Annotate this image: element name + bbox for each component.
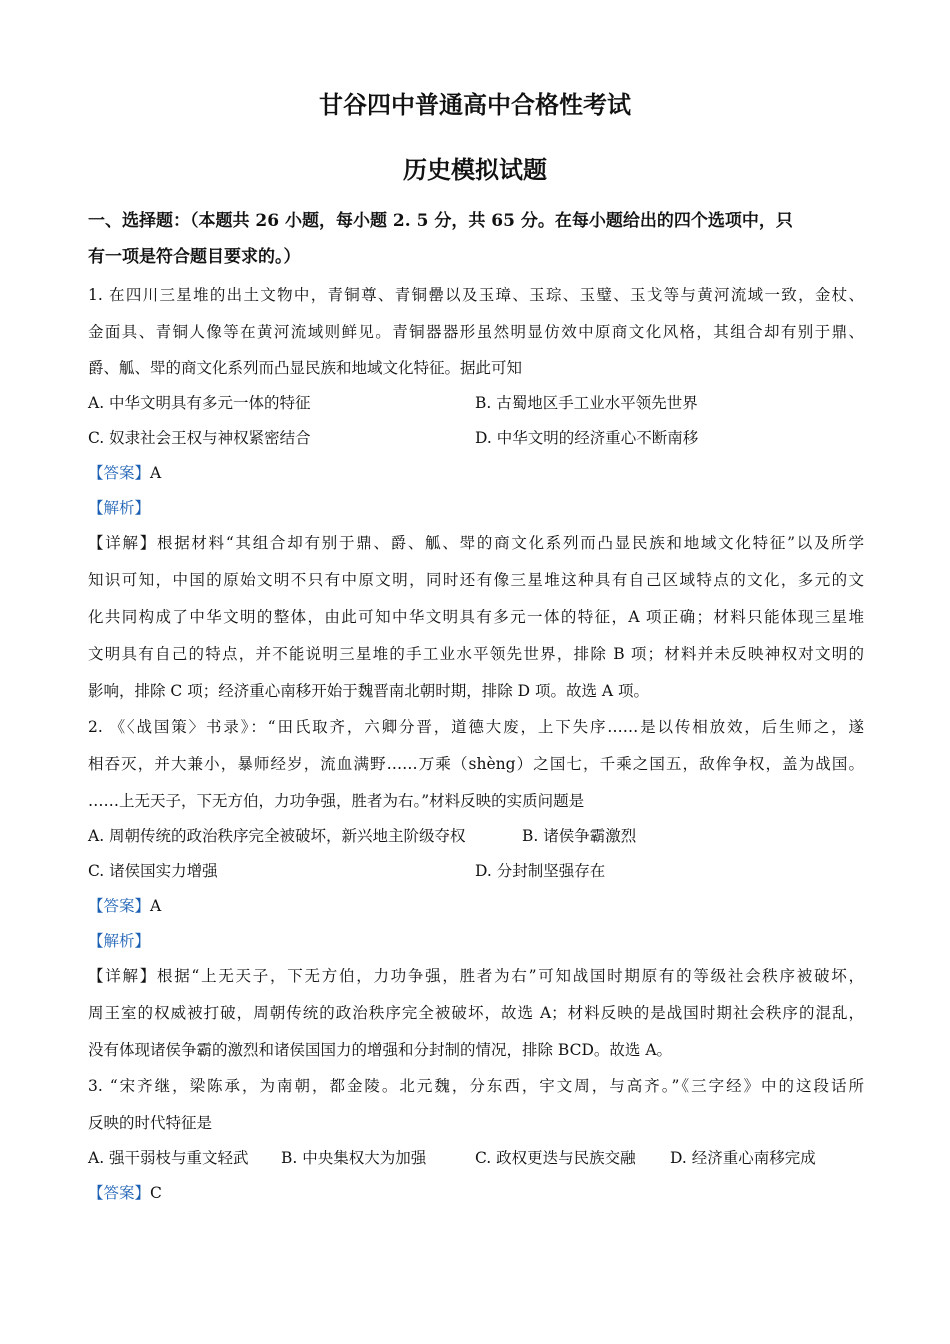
q2-option-d: D. 分封制坚强存在: [475, 862, 606, 880]
q2-analysis: [88, 930, 150, 952]
q2-detail-line-3: 没有体现诸侯争霸的激烈和诸侯国国力的增强和分封制的情况，排除 BCD。故选 A。: [88, 1041, 673, 1059]
q2-detail-line-2: 周王室的权威被打破，周朝传统的政治秩序完全被破坏，故选 A；材料反映的是战国时期社会秩序的混乱，: [88, 1004, 864, 1022]
exam-title: 甘谷四中普通高中合格性考试: [319, 90, 631, 119]
exam-subtitle: 历史模拟试题: [403, 155, 547, 184]
q2-option-a: A. 周朝传统的政治秩序完全被破坏，新兴地主阶级夺权: [88, 827, 466, 845]
q1-detail-line-5: 影响，排除 C 项；经济重心南移开始于魏晋南北朝时期，排除 D 项。故选 A 项。: [88, 682, 650, 700]
q1-answer-value: A: [150, 464, 162, 482]
q3-option-a: A. 强干弱枝与重文轻武: [88, 1149, 249, 1167]
section-header-line-2: 有一项是符合题目要求的。）: [88, 247, 301, 267]
q2-detail-first: 根据“上无天子，下无方伯，力功争强，胜者为右”可知战国时期原有的等级社会秩序被破坏，: [156, 967, 864, 985]
q1-stem-line-2: 金面具、青铜人像等在黄河流域则鲜见。青铜器器形虽然明显仿效中原商文化风格，其组合却有别于鼎、: [88, 323, 864, 341]
q1-option-a: A. 中华文明具有多元一体的特征: [88, 394, 311, 412]
section-header-line-1: 一、选择题：（本题共 26 小题，每小题 2. 5 分，共 65 分。在每小题给出的四个选项中，只: [88, 211, 793, 231]
q1-answer: [88, 462, 161, 484]
detail-tag: 【详解】: [88, 967, 157, 985]
q3-answer-value: C: [150, 1184, 162, 1202]
q3-stem-line-2: 反映的时代特征是: [88, 1114, 213, 1132]
answer-tag: 【答案】: [88, 897, 151, 915]
q1-stem-line-1: 1. 在四川三星堆的出土文物中，青铜尊、青铜罍以及玉璋、玉琮、玉璧、玉戈等与黄河流域一致，金杖、: [88, 286, 864, 304]
analysis-tag: 【解析】: [88, 932, 151, 950]
answer-tag: 【答案】: [88, 464, 151, 482]
q3-answer: [88, 1182, 162, 1204]
q1-detail-line-2: 知识可知，中国的原始文明不只有中原文明，同时还有像三星堆这种具有自己区域特点的文化，多元的文: [88, 571, 864, 589]
analysis-tag: 【解析】: [88, 499, 151, 517]
q1-detail-first: 根据材料“其组合却有别于鼎、爵、觚、斝的商文化系列而凸显民族和地域文化特征”以及所学: [156, 534, 864, 552]
q3-stem-line-1: 3. “宋齐继，梁陈承，为南朝，都金陵。北元魏，分东西，宇文周，与高齐。”《三字经》中的这段话所: [88, 1077, 864, 1095]
q1-detail-line-1: [88, 532, 864, 554]
q2-stem-line-1: 2. 《〈战国策〉书录》：“田氏取齐，六卿分晋，道德大废，上下失序……是以传相放效，后生师之，遂: [88, 718, 864, 736]
q1-detail-line-3: 化共同构成了中华文明的整体，由此可知中华文明具有多元一体的特征，A 项正确；材料只能体现三星堆: [88, 608, 864, 626]
q2-answer: [88, 895, 161, 917]
q2-answer-value: A: [150, 897, 162, 915]
q1-option-c: C. 奴隶社会王权与神权紧密结合: [88, 429, 311, 447]
q2-stem-line-3: ……上无天子，下无方伯，力功争强，胜者为右。”材料反映的实质问题是: [88, 792, 585, 810]
detail-tag: 【详解】: [88, 534, 157, 552]
q2-stem-line-2: 相吞灭，并大兼小，暴师经岁，流血满野……万乘（shèng）之国七，千乘之国五，敌侔争权，盖为战国。: [88, 755, 864, 773]
q2-option-b: B. 诸侯争霸激烈: [522, 827, 637, 845]
answer-tag: 【答案】: [88, 1184, 151, 1202]
q3-option-c: C. 政权更迭与民族交融: [475, 1149, 636, 1167]
q2-detail-line-1: [88, 965, 864, 987]
q1-detail-line-4: 文明具有自己的特点，并不能说明三星堆的手工业水平领先世界，排除 B 项；材料并未反映神权对文明的: [88, 645, 864, 663]
q3-option-d: D. 经济重心南移完成: [670, 1149, 816, 1167]
q1-option-d: D. 中华文明的经济重心不断南移: [475, 429, 699, 447]
q1-stem-line-3: 爵、觚、斝的商文化系列而凸显民族和地域文化特征。据此可知: [88, 359, 523, 377]
q1-analysis: [88, 497, 150, 519]
q1-option-b: B. 古蜀地区手工业水平领先世界: [475, 394, 698, 412]
q3-option-b: B. 中央集权大为加强: [281, 1149, 427, 1167]
q2-option-c: C. 诸侯国实力增强: [88, 862, 218, 880]
